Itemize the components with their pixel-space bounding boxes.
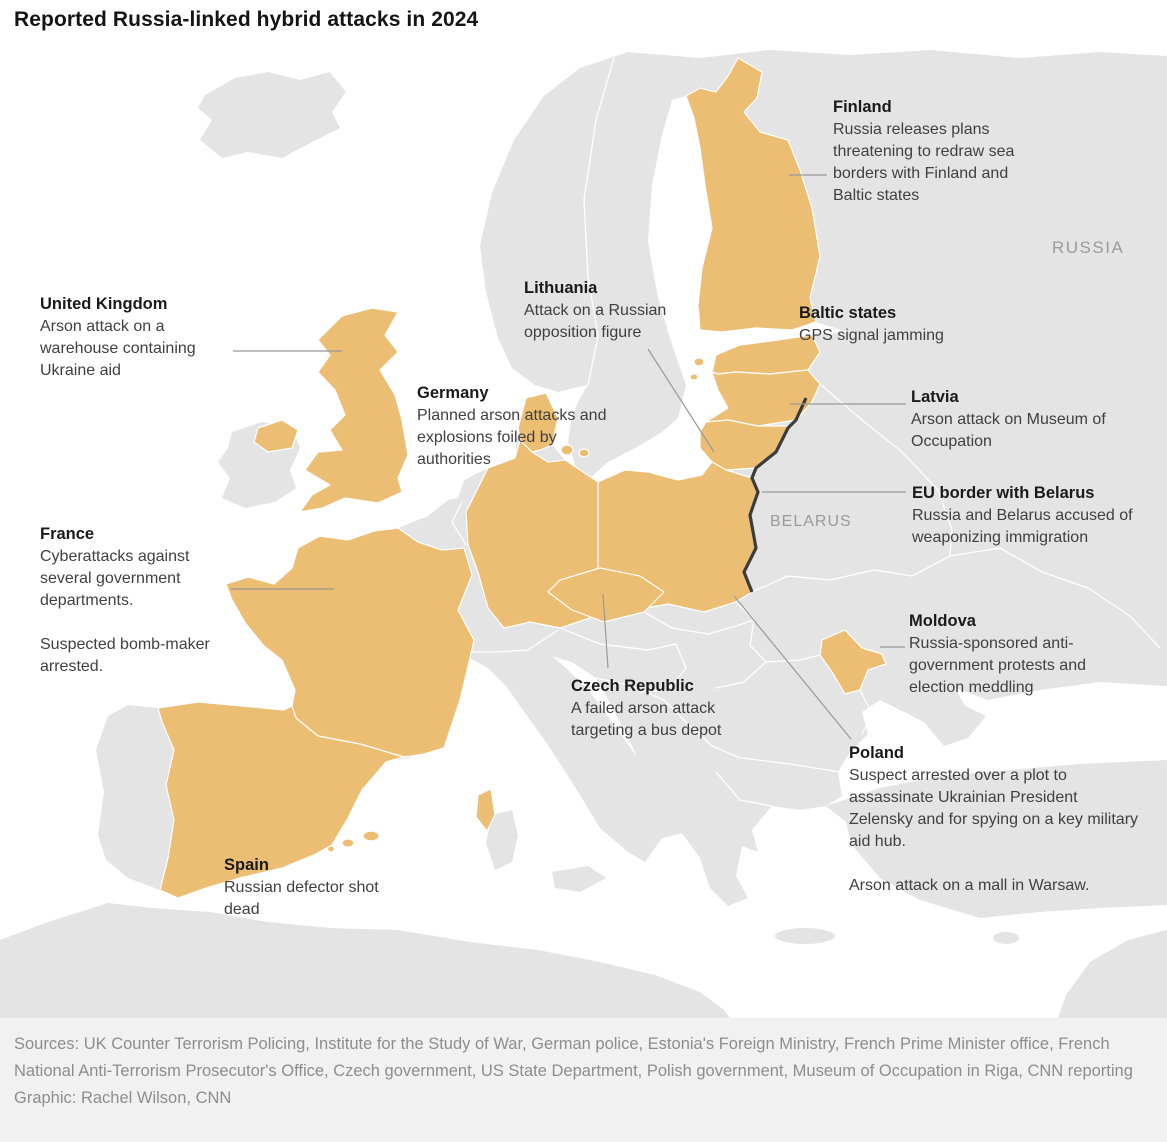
annotation-country: Latvia — [911, 388, 959, 406]
annotation-country: United Kingdom — [40, 295, 168, 313]
annotation-latvia — [911, 386, 1131, 453]
footer — [0, 1018, 1167, 1142]
annotation-spain — [224, 854, 394, 921]
annotation-text-2: Suspected bomb-maker arrested. — [40, 636, 210, 675]
annotation-country: Poland — [849, 744, 905, 762]
annotation-baltic-states — [799, 302, 1009, 347]
annotation-text: GPS signal jamming — [799, 327, 944, 344]
annotation-country: Finland — [833, 98, 892, 116]
annotation-finland — [833, 96, 1033, 207]
annotation-united-kingdom — [40, 293, 245, 382]
annotation-country: Baltic states — [799, 304, 897, 322]
annotation-country: Spain — [224, 856, 269, 874]
annotation-country: EU border with Belarus — [912, 484, 1095, 502]
annotation-lithuania — [524, 277, 714, 344]
annotation-country: Czech Republic — [571, 677, 694, 695]
annotation-czech-republic — [571, 675, 781, 742]
annotation-text: Cyberattacks against several government departments. — [40, 548, 190, 609]
annotation-text: A failed arson attack targeting a bus depot — [571, 700, 722, 739]
annotation-country: Lithuania — [524, 279, 598, 297]
annotation-text: Arson attack on a warehouse containing Ukraine aid — [40, 318, 196, 379]
sea-label-belarus: BELARUS — [770, 513, 852, 530]
annotation-text: Suspect arrested over a plot to assassinate Ukrainian President Zelensky and for spying on a key military aid hub. — [849, 767, 1139, 850]
annotation-text: Russia and Belarus accused of weaponizing immigration — [912, 507, 1133, 546]
iceland — [198, 72, 346, 158]
annotation-country: Moldova — [909, 612, 976, 630]
cyprus — [993, 932, 1019, 944]
annotation-germany — [417, 382, 627, 471]
annotation-text: Russian defector shot dead — [224, 879, 379, 918]
annotation-poland — [849, 742, 1139, 897]
annotation-text-2: Arson attack on a mall in Warsaw. — [849, 877, 1090, 894]
annotation-country: France — [40, 525, 95, 543]
sea-label-russia: RUSSIA — [1052, 238, 1125, 257]
annotation-text: Attack on a Russian opposition figure — [524, 302, 667, 341]
sicily — [552, 866, 606, 892]
footer-sources: Sources: UK Counter Terrorism Policing, Institute for the Study of War, German police, Estonia's Foreign Ministry, French Prime Minister office, French National Anti-Terrorism Prosecutor's Office, Czech government, US State Department, Polish government, Museum of Occupation in Riga, CNN reporting — [14, 1035, 1133, 1080]
annotation-text: Arson attack on Museum of Occupation — [911, 411, 1106, 450]
annotation-text: Russia-sponsored anti-government protests and election meddling — [909, 635, 1086, 696]
annotation-eu-border-belarus — [912, 482, 1142, 549]
annotation-country: Germany — [417, 384, 489, 402]
annotation-france — [40, 523, 240, 678]
crete — [775, 928, 835, 944]
annotation-text: Planned arson attacks and explosions foiled by authorities — [417, 407, 607, 468]
annotation-moldova — [909, 610, 1139, 699]
annotation-text: Russia releases plans threatening to redraw sea borders with Finland and Baltic states — [833, 121, 1015, 204]
footer-credit: Graphic: Rachel Wilson, CNN — [14, 1089, 232, 1107]
page-title: Reported Russia-linked hybrid attacks in 2024 — [14, 8, 479, 31]
country-great-britain — [300, 308, 408, 512]
levant-corner — [1058, 930, 1167, 1018]
